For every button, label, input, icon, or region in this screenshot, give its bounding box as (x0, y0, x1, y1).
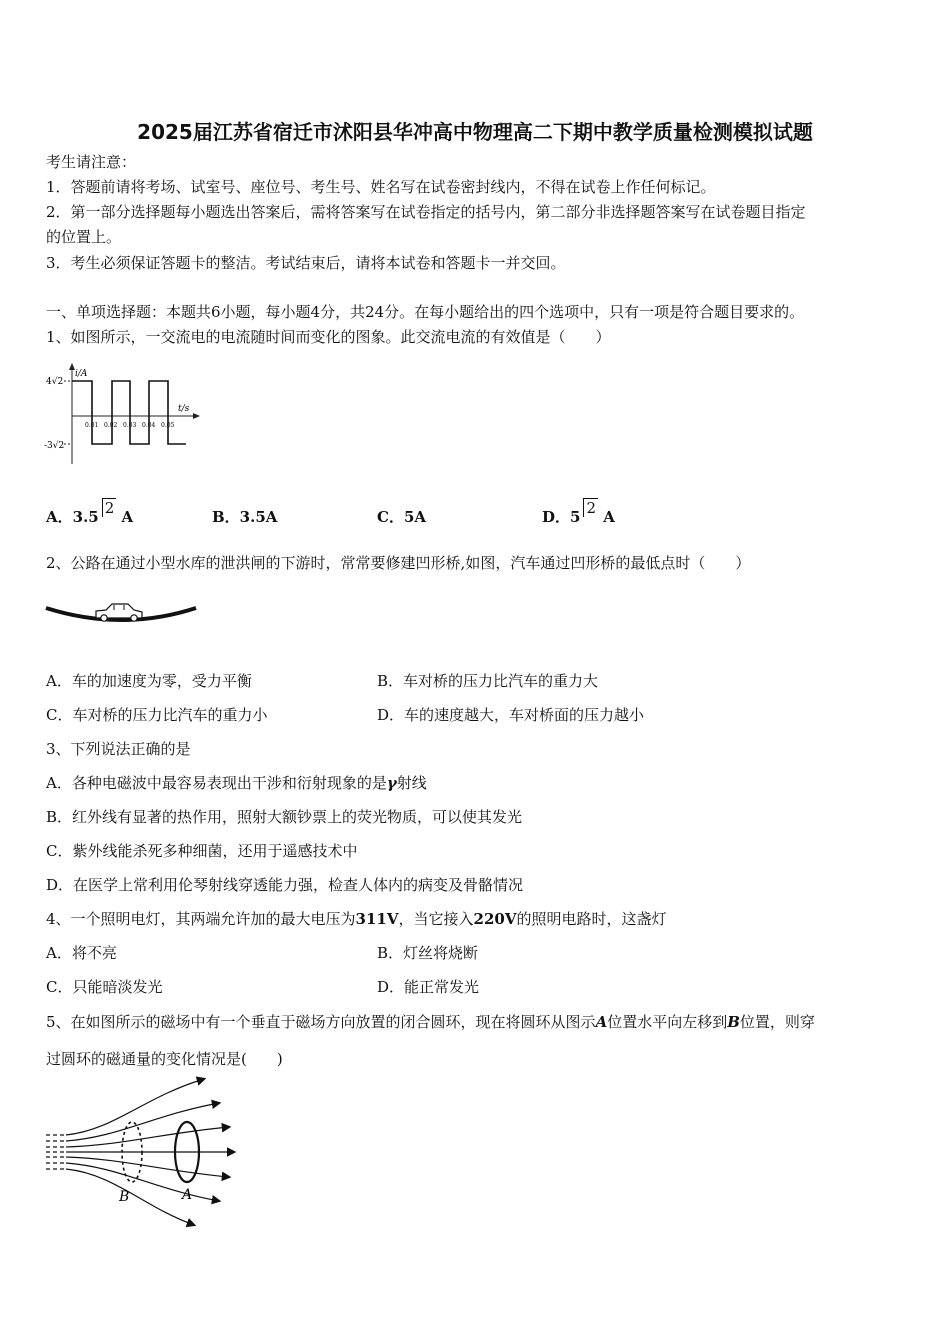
y-axis-label: i/A (75, 369, 88, 379)
q1-current-graph (44, 360, 204, 470)
q1-option-d-label: D．5 (542, 508, 581, 526)
q3-option-a-text: 射线 (396, 774, 427, 792)
q4-stem-text: 的照明电路时，这盏灯 (516, 910, 667, 928)
sqrt-radical: 2 (102, 498, 117, 517)
x-tick-label: 0.05 (161, 422, 175, 429)
position-a-label: A (595, 1013, 608, 1031)
notice-item: 的位置上。 (46, 228, 122, 246)
square-wave (72, 381, 186, 444)
q2-concave-bridge-figure (44, 596, 200, 630)
q3-stem: 3、下列说法正确的是 (46, 740, 191, 758)
label-a: A (182, 1187, 193, 1203)
q4-stem (46, 909, 666, 929)
q4-option-a: A．将不亮 (46, 944, 117, 962)
q5-stem-text: 位置水平向左移到 (607, 1013, 728, 1031)
x-tick-label: 0.01 (85, 422, 99, 429)
q2-stem: 2、公路在通过小型水库的泄洪闸的下游时，常常要修建凹形桥,如图，汽车通过凹形桥的最低点时（ ） (46, 554, 751, 572)
q4-option-c: C．只能暗淡发光 (46, 978, 163, 996)
notice-heading: 考生请注意： (46, 153, 137, 171)
q1-option-a-label: A．3.5 (46, 508, 99, 526)
q2-option-a: A．车的加速度为零，受力平衡 (46, 672, 252, 690)
x-tick-label: 0.03 (123, 422, 137, 429)
x-tick-label: 0.02 (104, 422, 118, 429)
notice-item: 2．第一部分选择题每小题选出答案后，需将答案写在试卷指定的括号内，第二部分非选择题答案写在试卷题目指定 (46, 203, 806, 221)
position-b-label: B (727, 1013, 740, 1031)
q4-option-b: B．灯丝将烧断 (377, 944, 479, 962)
sqrt-radical: 2 (583, 498, 598, 517)
q2-option-d: D．车的速度越大，车对桥面的压力越小 (377, 706, 645, 724)
q5-stem-line2: 过圆环的磁通量的变化情况是( ) (46, 1050, 283, 1068)
q3-option-b: B．红外线有显著的热作用，照射大额钞票上的荧光物质，可以使其发光 (46, 808, 523, 826)
label-b: B (119, 1189, 130, 1205)
q5-magnetic-field-figure (44, 1075, 244, 1235)
q1-option-b: B．3.5A (212, 508, 278, 526)
field-lines (46, 1079, 234, 1225)
q5-stem-line1 (46, 1012, 815, 1032)
q1-option-a-unit: A (121, 508, 134, 526)
q5-stem-text: 位置，则穿 (739, 1013, 815, 1031)
page-title: 2025届江苏省宿迁市沭阳县华冲高中物理高二下期中教学质量检测模拟试题 (137, 120, 813, 144)
q1-option-c: C．5A (377, 508, 427, 526)
q4-stem-text: ，当它接入 (398, 910, 474, 928)
q5-stem-text: 5、在如图所示的磁场中有一个垂直于磁场方向放置的闭合圆环，现在将圆环从图示 (46, 1013, 596, 1031)
q4-stem-text: 4、一个照明电灯，其两端允许加的最大电压为 (46, 910, 356, 928)
q3-option-a-text: A．各种电磁波中最容易表现出干涉和衍射现象的是 (46, 774, 387, 792)
y-max-label: 4√2 (46, 377, 64, 387)
x-axis-label: t/s (178, 404, 190, 414)
notice-item: 3．考生必须保证答题卡的整洁。考试结束后，请将本试卷和答题卡一并交回。 (46, 254, 566, 272)
section-heading: 一、单项选择题：本题共6小题，每小题4分，共24分。在每小题给出的四个选项中，只有一项是符合题目要求的。 (46, 303, 805, 321)
q4-option-d: D．能正常发光 (377, 978, 480, 996)
q3-option-c: C．紫外线能杀死多种细菌，还用于遥感技术中 (46, 842, 358, 860)
q3-option-a (46, 773, 427, 793)
q2-option-c: C．车对桥的压力比汽车的重力小 (46, 706, 268, 724)
q1-stem: 1、如图所示，一交流电的电流随时间而变化的图象。此交流电流的有效值是（ ） (46, 328, 611, 346)
q1-option-d (542, 499, 615, 527)
notice-item: 1．答题前请将考场、试室号、座位号、考生号、姓名写在试卷密封线内，不得在试卷上作任何标记。 (46, 178, 716, 196)
y-min-label: -3√2 (44, 441, 65, 451)
voltage-value: 311V (355, 910, 399, 928)
x-tick-label: 0.04 (142, 422, 156, 429)
q1-option-d-unit: A (603, 508, 615, 526)
q1-option-a (46, 499, 134, 527)
voltage-value: 220V (473, 910, 517, 928)
gamma-symbol: γ (386, 774, 397, 792)
q3-option-d: D．在医学上常利用伦琴射线穿透能力强，检查人体内的病变及骨骼情况 (46, 876, 524, 894)
q2-option-b: B．车对桥的压力比汽车的重力大 (377, 672, 599, 690)
